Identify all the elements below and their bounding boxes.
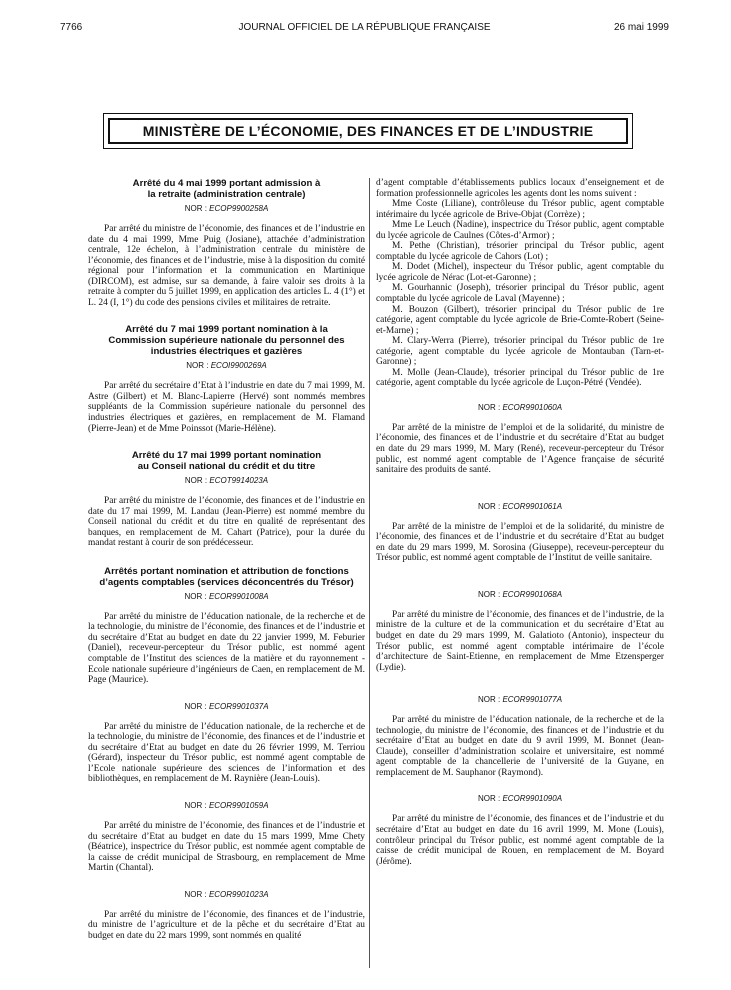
decree-text: d’agent comptable d’établissements publics locaux d’enseignement et de formation professionnelle agricoles les agents dont les noms suivent :	[376, 178, 664, 199]
nor-code: ECOR9901059A	[208, 800, 269, 810]
nor-reference: NOR : ECOP9900258A	[184, 204, 269, 213]
decree-title: Arrêté du 4 mai 1999 portant admission à la retraite (administration centrale)	[132, 178, 321, 200]
nor-reference: NOR : ECOR9901008A	[184, 591, 269, 601]
agent-entry: Mme Le Leuch (Nadine), inspectrice du Trésor public, agent comptable du lycée agricole de Caulnes (Côtes-d’Armor) ;	[376, 220, 664, 241]
decree-text: Par arrêté du secrétaire d’Etat à l’industrie en date du 7 mai 1999, M. Astre (Gilbert) et M. Blanc-Lapierre (Hervé) sont nommés membres suppléants de la Commission supérieure nationale du personnel des industries électriques et gazières, en remplacement de M. Flamand (Pierre-Jean) et de Mme Poinssot (Marie-Hélène).	[88, 381, 365, 434]
decree-title: Arrêtés portant nomination et attribution de fonctions d’agents comptables (services déconcentrés du Trésor)	[99, 565, 354, 588]
decree-text: Par arrêté du ministre de l’éducation nationale, de la recherche et de la technologie, du ministre de l’économie, des finances et de l’industrie et du secrétaire d’Etat au budget en date du 9 avril 1999, M. Bonnet (Jean-Claude), conseiller d’administration scolaire et universitaire, est nommé agent comptable de la chancellerie de l’université de la Guyane, en remplacement de M. Sauphanor (Raymond).	[376, 715, 664, 778]
column-divider	[369, 178, 370, 968]
issue-date: 26 mai 1999	[613, 22, 669, 33]
nor-reference: NOR : ECOR9901090A	[477, 794, 563, 804]
nor-code: ECOR9901061A	[502, 501, 563, 511]
decree-text: Par arrêté du ministre de l’économie, des finances et de l’industrie, de la ministre de la culture et de la communication et du secrétaire d’Etat au budget en date du 29 mars 1999, M. Galatioto (Antonio), inspecteur du Trésor public, est nommé agent comptable intérimaire de l’école d’architecture de Saint-Etienne, en remplacement de Mme Etzensperger (Lydie).	[376, 609, 664, 673]
agent-entry: M. Molle (Jean-Claude), trésorier principal du Trésor public de 1re catégorie, agent comptable du lycée agricole de Luçon-Pétré (Vendée).	[376, 367, 664, 389]
decree-text: Par arrêté de la ministre de l’emploi et de la solidarité, du ministre de l’économie, des finances et de l’industrie et du secrétaire d’Etat au budget en date du 29 mars 1999, M. Sorosina (Giuseppe), receveur-percepteur du Trésor public, est nommé agent comptable de l’Institut de veille sanitaire.	[376, 521, 664, 564]
right-column	[376, 178, 664, 867]
agent-entry: M. Dodet (Michel), inspecteur du Trésor public, agent comptable du lycée agricole de Nérac (Lot-et-Garonne) ;	[376, 262, 664, 283]
nor-code: ECOR9901008A	[208, 591, 269, 601]
agent-entry: M. Bouzon (Gilbert), trésorier principal du Trésor public de 1re catégorie, agent comptable du lycée agricole de Brie-Comte-Robert (Seine-et-Marne) ;	[376, 304, 664, 336]
decree-text: Par arrêté du ministre de l’économie, des finances et de l’industrie et du secrétaire d’Etat au budget en date du 16 avril 1999, M. Mone (Louis), contrôleur principal du Trésor public, est nommé agent comptable de la caisse de crédit municipal de Rouen, en remplacement de M. Boyard (Jérôme).	[376, 814, 664, 867]
nor-reference: NOR : ECOR9901060A	[477, 402, 563, 412]
nor-reference: NOR : ECOI9900269A	[186, 361, 267, 371]
agent-entry: M. Pethe (Christian), trésorier principal du Trésor public, agent comptable du lycée agricole de Cahors (Lot) ;	[376, 241, 664, 262]
decree-text: Par arrêté du ministre de l’économie, des finances et de l’industrie en date du 17 mai 1999, M. Landau (Jean-Pierre) est nommé membre du Conseil national du crédit et du titre en qualité de représentant des banques, en remplacement de M. Cahart (Patrice), pour la durée du mandat restant à courir de son prédécesseur.	[88, 496, 365, 549]
nor-code: ECOR9901068A	[502, 589, 563, 599]
agent-entry: M. Gourhannic (Joseph), trésorier principal du Trésor public, agent comptable du lycée agricole de Laval (Mayenne) ;	[376, 283, 664, 305]
nor-reference: NOR : ECOR9901023A	[184, 889, 269, 899]
decree-text: Par arrêté du ministre de l’économie, des finances et de l’industrie en date du 4 mai 1999, Mme Puig (Josiane), attachée d’administration centrale, 12e échelon, à l’administration centrale du ministère de l’économie, des finances et de l’industrie, mise à la disposition du comité régional pour l’information et la communication en Martinique (DIRCOM), est admise, sur sa demande, à faire valoir ses droits à la retraite à compter du 5 juillet 1999, en application des articles L. 4 (1°) et L. 24 (I, 1°) du code des pensions civiles et militaires de retraite.	[88, 224, 365, 308]
nor-code: ECOR9901037A	[208, 701, 269, 711]
journal-title: JOURNAL OFFICIEL DE LA RÉPUBLIQUE FRANÇAISE	[238, 22, 491, 33]
nor-reference: NOR : ECOR9901061A	[477, 501, 563, 511]
decree-text: Par arrêté du ministre de l’éducation nationale, de la recherche et de la technologie, du ministre de l’économie, des finances et de l’industrie et du secrétaire d’Etat au budget en date du 26 février 1999, M. Terriou (Gérard), inspecteur du Trésor public, est nommé agent comptable de l’Ecole nationale supérieure des sciences de l’information et des bibliothèques, en remplacement de M. Raynière (Jean-Louis).	[88, 721, 365, 785]
nor-code: ECOI9900269A	[210, 361, 267, 371]
ministry-title: MINISTÈRE DE L’ÉCONOMIE, DES FINANCES ET DE L’INDUSTRIE	[108, 118, 628, 144]
nor-code: ECOR9901060A	[502, 402, 563, 412]
nor-code: ECOR9901090A	[502, 794, 563, 804]
page-number: 7766	[60, 22, 83, 33]
nor-code: ECOR9901077A	[502, 695, 563, 705]
nor-code: ECOT9914023A	[209, 476, 269, 486]
page-header	[60, 22, 669, 36]
nor-reference: NOR : ECOR9901077A	[477, 695, 563, 705]
nor-code: ECOR9901023A	[208, 889, 269, 899]
nor-reference: NOR : ECOT9914023A	[184, 476, 269, 486]
nor-reference: NOR : ECOR9901037A	[184, 701, 269, 711]
decree-title: Arrêté du 7 mai 1999 portant nomination à la Commission supérieure nationale du personnel des industries électriques et gazières	[108, 324, 345, 358]
left-column	[88, 178, 365, 941]
decree-title: Arrêté du 17 mai 1999 portant nomination au Conseil national du crédit et du titre	[131, 450, 322, 473]
ministry-banner	[103, 113, 633, 149]
agent-entry: Mme Coste (Liliane), contrôleuse du Trésor public, agent comptable intérimaire du lycée agricole de Brive-Objat (Corrèze) ;	[376, 199, 664, 220]
decree-text: Par arrêté du ministre de l’économie, des finances et de l’industrie, du ministre de l’agriculture et de la pêche et du secrétaire d’Etat au budget en date du 22 mars 1999, sont nommés en qualité	[88, 909, 365, 941]
nor-reference: NOR : ECOR9901059A	[184, 800, 269, 810]
decree-text: Par arrêté du ministre de l’économie, des finances et de l’industrie et du secrétaire d’Etat au budget en date du 15 mars 1999, Mme Chety (Béatrice), inspectrice du Trésor public, est nommée agent comptable de la caisse de crédit municipal de Strasbourg, en remplacement de Mme Martin (Chantal).	[88, 820, 365, 874]
decree-text: Par arrêté du ministre de l’éducation nationale, de la recherche et de la technologie, du ministre de l’économie, des finances et de l’industrie et du secrétaire d’Etat au budget en date du 22 janvier 1999, M. Feburier (Daniel), receveur-percepteur du Trésor public, est nommé agent comptable de l’Institut des sciences de la matière et du rayonnement - Ecole nationale supérieure d’ingénieurs de Caen, en remplacement de M. Page (Maurice).	[88, 611, 365, 686]
agent-entry: M. Clary-Werra (Pierre), trésorier principal du Trésor public de 1re catégorie, agent comptable du lycée agricole de Montauban (Tarn-et-Garonne) ;	[376, 336, 664, 368]
nor-code: ECOP9900258A	[209, 204, 269, 213]
decree-text: Par arrêté de la ministre de l’emploi et de la solidarité, du ministre de l’économie, des finances et de l’industrie et du secrétaire d’Etat au budget en date du 29 mars 1999, M. Mary (René), receveur-percepteur du Trésor public, est nommé agent comptable de l’Agence française de sécurité sanitaire des produits de santé.	[376, 422, 664, 476]
nor-reference: NOR : ECOR9901068A	[477, 589, 563, 599]
